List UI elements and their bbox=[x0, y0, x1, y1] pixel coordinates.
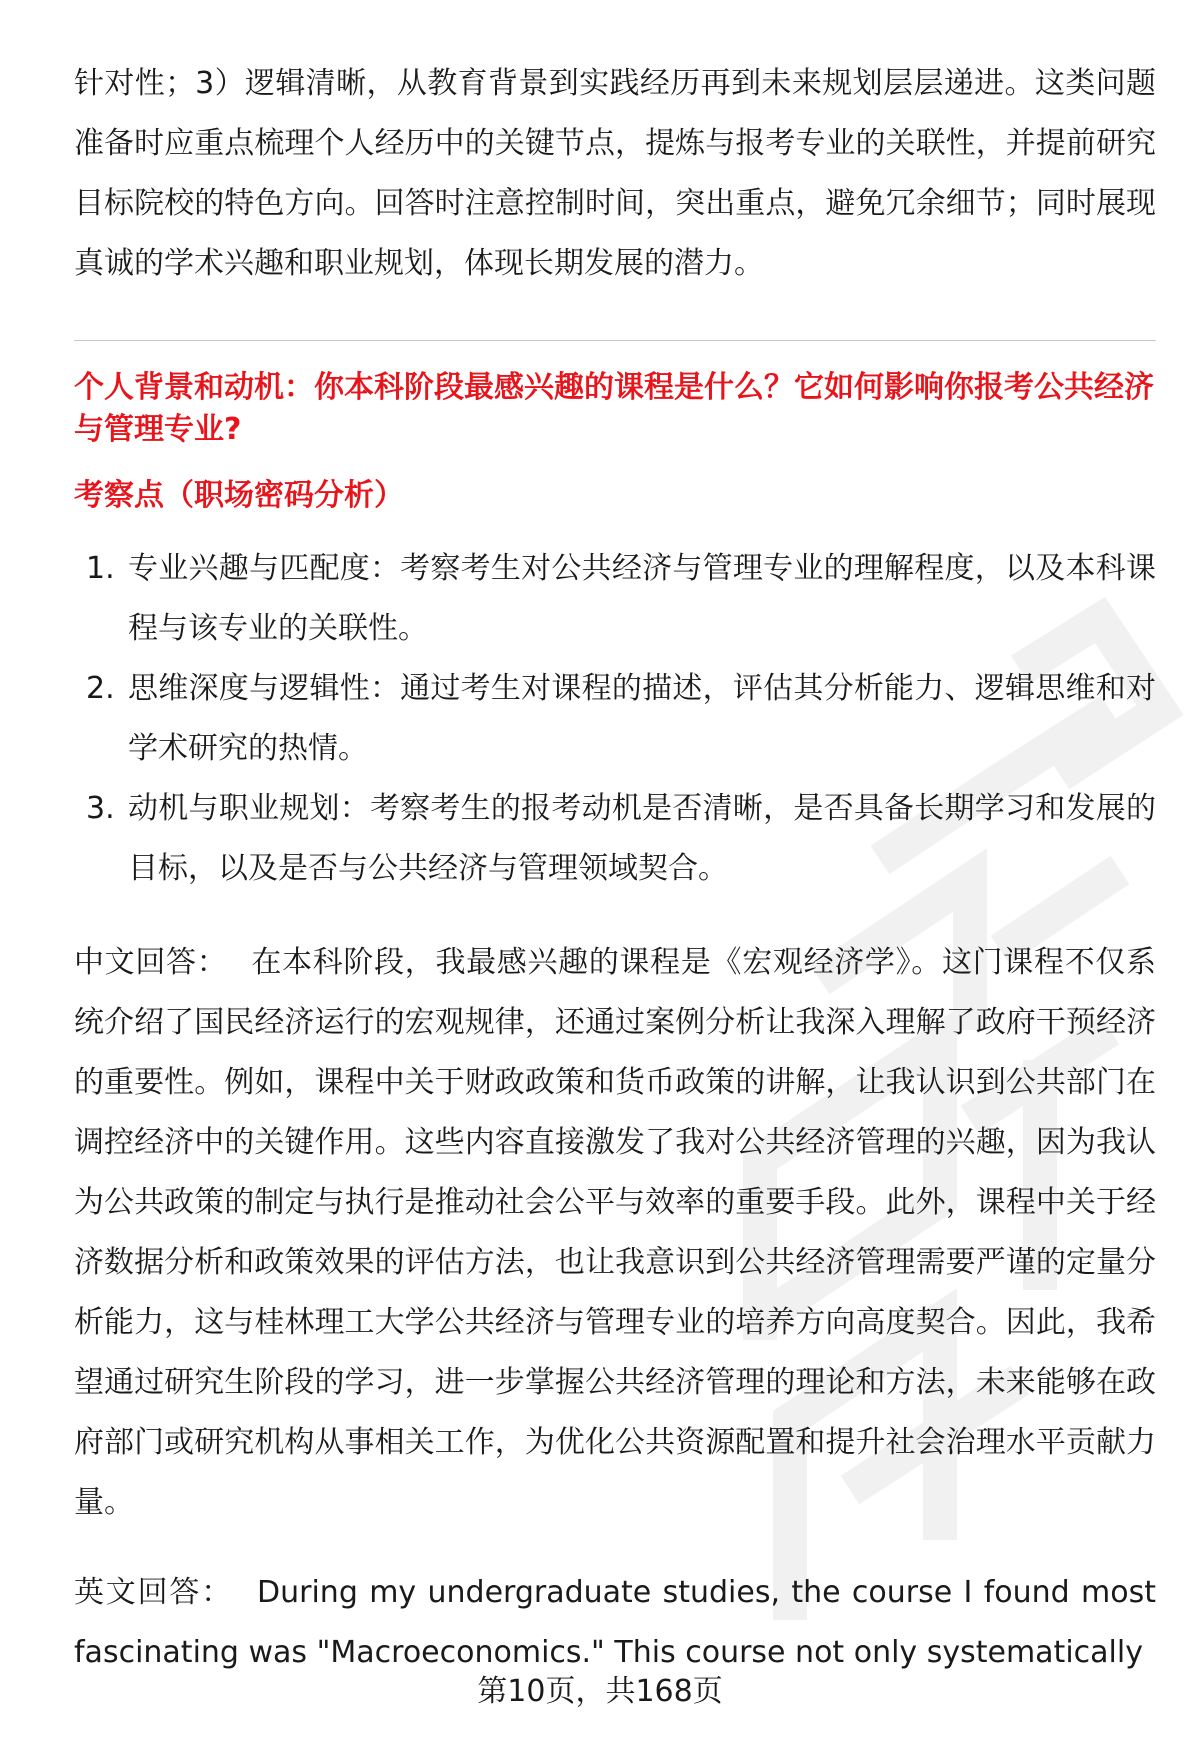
point-text: 思维深度与逻辑性：通过考生对课程的描述，评估其分析能力、逻辑思维和对学术研究的热情。 bbox=[128, 671, 1156, 766]
english-answer-text: During my undergraduate studies, the course I found most fascinating was "Macroeconomics." This course not only systematically bbox=[74, 1575, 1157, 1670]
point-number: 1. bbox=[86, 551, 115, 586]
question-title: 个人背景和动机：你本科阶段最感兴趣的课程是什么？它如何影响你报考公共经济与管理专业? bbox=[74, 370, 1154, 447]
assessment-heading: 考察点（职场密码分析） bbox=[74, 478, 404, 513]
assessment-point bbox=[74, 779, 1156, 899]
assessment-point bbox=[74, 659, 1156, 779]
english-answer-label: 英文回答： bbox=[74, 1575, 234, 1610]
chinese-answer-text: 在本科阶段，我最感兴趣的课程是《宏观经济学》。这门课程不仅系统介绍了国民经济运行的宏观规律，还通过案例分析让我深入理解了政府干预经济的重要性。例如，课程中关于财政政策和货币政策的讲解，让我认识到公共部门在调控经济中的关键作用。这些内容直接激发了我对公共经济管理的兴趣，因为我认为公共政策的制定与执行是推动社会公平与效率的重要手段。此外，课程中关于经济数据分析和政策效果的评估方法，也让我意识到公共经济管理需要严谨的定量分析能力，这与桂林理工大学公共经济与管理专业的培养方向高度契合。因此，我希望通过研究生阶段的学习，进一步掌握公共经济管理的理论和方法，未来能够在政府部门或研究机构从事相关工作，为优化公共资源配置和提升社会治理水平贡献力量。 bbox=[74, 945, 1157, 1520]
point-number: 2. bbox=[86, 671, 115, 706]
chinese-answer bbox=[74, 933, 1156, 1533]
page-indicator: 第10页，共168页 bbox=[477, 1674, 723, 1709]
chinese-answer-label: 中文回答： bbox=[74, 945, 228, 980]
section-divider bbox=[74, 340, 1156, 341]
point-text: 专业兴趣与匹配度：考察考生对公共经济与管理专业的理解程度，以及本科课程与该专业的关联性。 bbox=[128, 551, 1156, 646]
english-answer bbox=[74, 1563, 1156, 1683]
point-number: 3. bbox=[86, 791, 115, 826]
assessment-point-list bbox=[74, 539, 1156, 899]
point-text: 动机与职业规划：考察考生的报考动机是否清晰，是否具备长期学习和发展的目标，以及是否与公共经济与管理领域契合。 bbox=[128, 791, 1156, 886]
intro-paragraph: 针对性；3）逻辑清晰，从教育背景到实践经历再到未来规划层层递进。这类问题准备时应重点梳理个人经历中的关键节点，提炼与报考专业的关联性，并提前研究目标院校的特色方向。回答时注意控制时间，突出重点，避免冗余细节；同时展现真诚的学术兴趣和职业规划，体现长期发展的潜力。 bbox=[74, 66, 1156, 281]
document-page bbox=[74, 54, 1156, 1683]
assessment-point bbox=[74, 539, 1156, 659]
page-footer bbox=[0, 1672, 1200, 1712]
